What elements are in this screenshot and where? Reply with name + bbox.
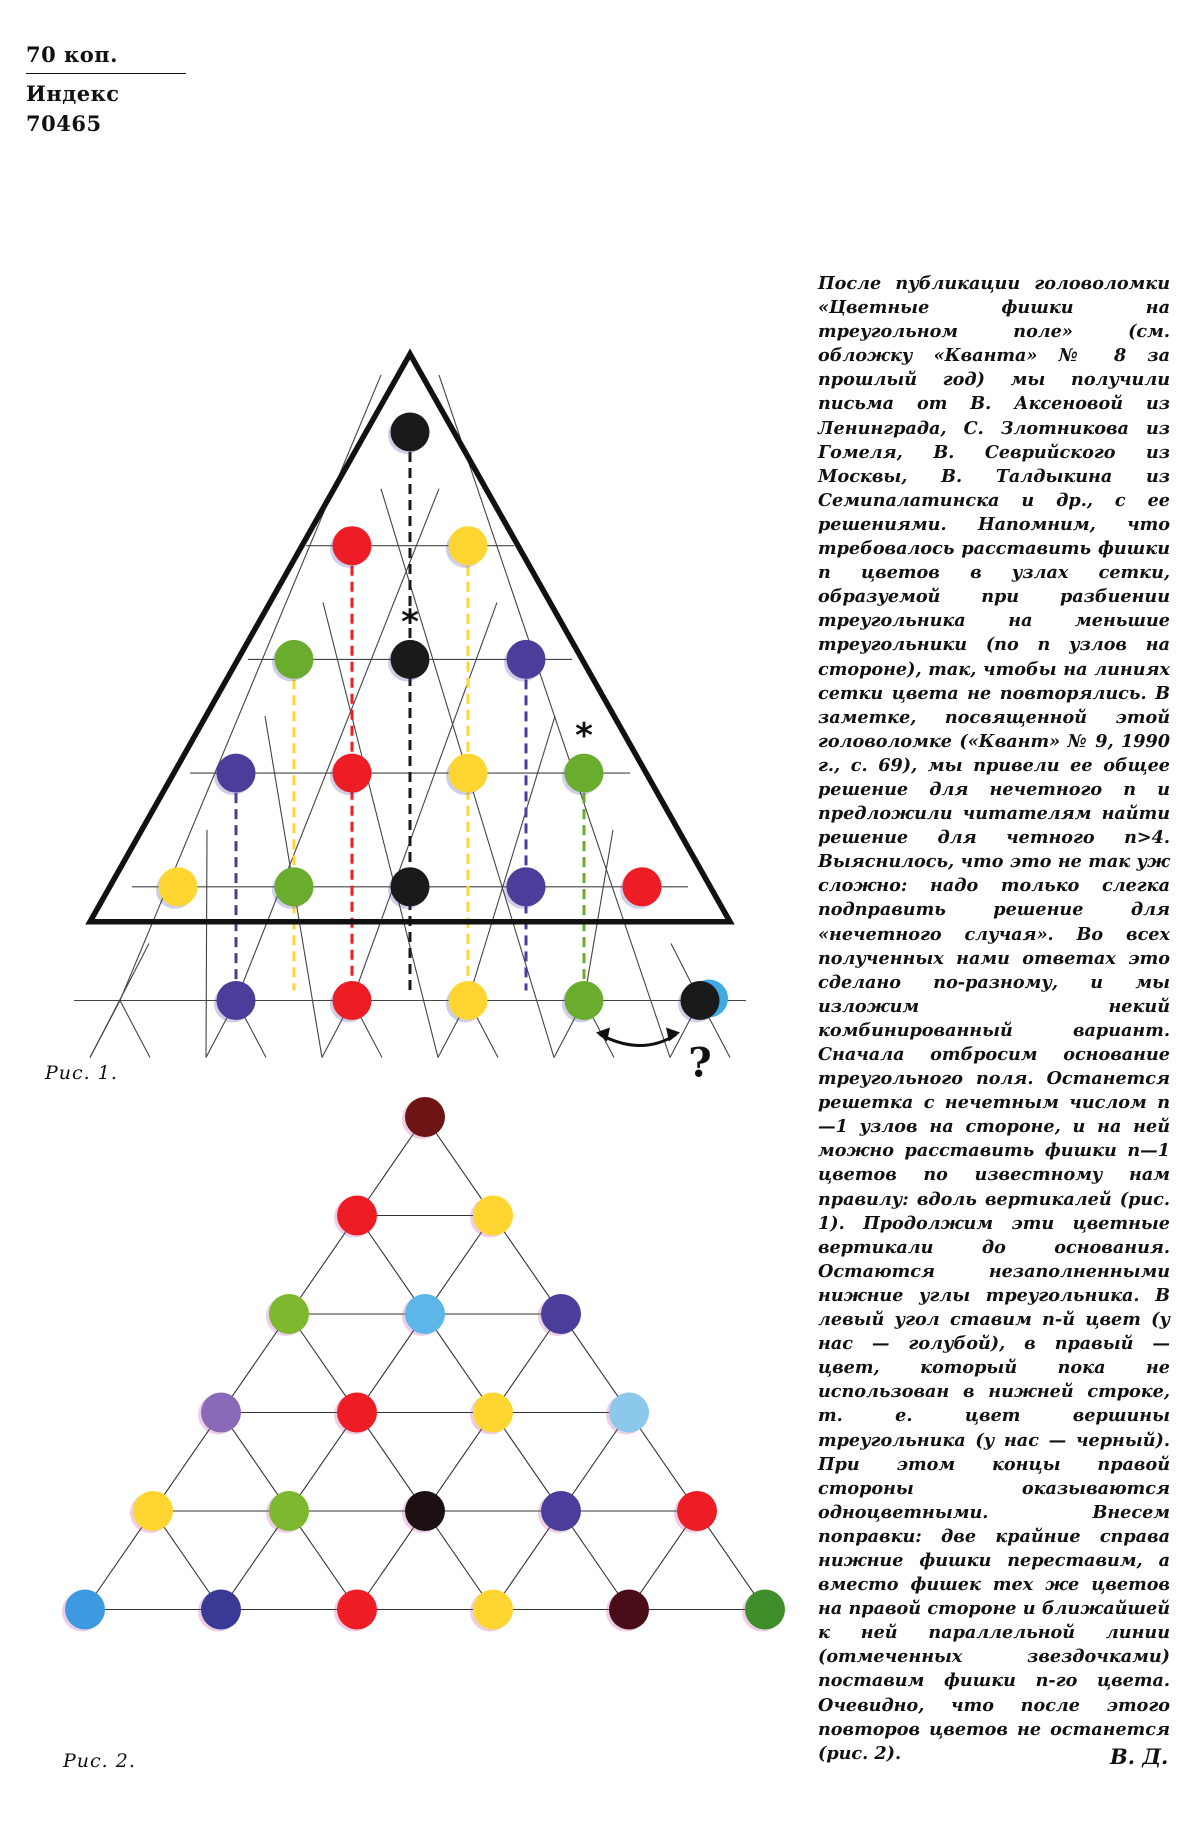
- chip-purple: [541, 1491, 581, 1531]
- chip-purple: [507, 867, 546, 906]
- grid-line: [206, 830, 207, 1058]
- grid-line: [120, 1001, 150, 1058]
- chip-yellow: [473, 1393, 513, 1433]
- chip-red: [337, 1196, 377, 1236]
- figure-2-caption: Рис. 2.: [63, 1750, 136, 1772]
- chip-green: [565, 754, 604, 793]
- swap-arrow-curve: [600, 1035, 676, 1046]
- chip-navy: [201, 1590, 241, 1630]
- chip-purple: [541, 1294, 581, 1334]
- grid-line: [584, 830, 613, 1001]
- chip-purple: [217, 981, 256, 1020]
- chip-black: [391, 413, 430, 452]
- star-mark: *: [401, 602, 419, 643]
- chip-maroon: [405, 1097, 445, 1137]
- chip-green: [275, 640, 314, 679]
- grid-line: [120, 375, 381, 1001]
- figure-2-grid-lines: [85, 1117, 765, 1610]
- chip-red: [333, 526, 372, 565]
- article-text: После публикации головоломки «Цветные фишки на треугольном поле» (см. обложку «Кванта» № 8 за прошлый год) мы получили письма от В. Аксеновой из Ленинграда, С. Злотникова из Гомеля, В. Севрийского из Москвы, В. Талдыкина из Семипалатинска и др., с ее решениями. Напомним, что требовалось расставить фишки n цветов в узлах сетки, образуемой при разбиении треугольника на меньшие треугольники (по n узлов на стороне), так, чтобы на линиях сетки цвета не повторялись. В заметке, посвященной этой головоломке («Квант» № 9, 1990 г., с. 69), мы привели ее общее решение для нечетного n и предложили читателям найти решение для четного n>4. Выяснилось, что это не так уж сложно: надо только слегка подправить решение для «нечетного случая». Во всех полученных нами ответах это сделано по-разному, и мы изложим некий комбинированный вариант. Сначала отбросим основание треугольного поля. Останется решетка с нечетным числом n—1 узлов на стороне, и на ней можно расставить фишки n—1 цветов по известному нам правилу: вдоль вертикалей (рис. 1). Продолжим эти цветные вертикали до основания. Остаются незаполненными нижние углы треугольника. В левый угол ставим n-й цвет (у нас — голубой), в правый — цвет, который пока не использован в нижней строке, т. е. цвет вершины треугольника (у нас — черный). При этом концы правой стороны оказываются одноцветными. Внесем поправки: две крайние справа нижние фишки переставим, а вместо фишек тех же цветов на правой стороне и ближайшей к ней параллельной линии (отмеченных звездочками) поставим фишки n-го цвета. Очевидно, что после этого повторов цветов не останется (рис. 2).: [818, 273, 1170, 1764]
- chip-black: [405, 1491, 445, 1531]
- chip-lightblue: [405, 1294, 445, 1334]
- chip-black: [391, 867, 430, 906]
- chip-yellow: [473, 1590, 513, 1630]
- chip-black: [681, 981, 720, 1020]
- figure-1-dashed-verticals: [236, 452, 584, 991]
- chip-yellow: [449, 981, 488, 1020]
- chip-yellow: [133, 1491, 173, 1531]
- chip-red: [337, 1590, 377, 1630]
- figure-1-caption: Рис. 1.: [45, 1062, 118, 1084]
- author-signature: В. Д.: [1110, 1744, 1169, 1769]
- grid-line: [85, 1117, 425, 1610]
- chip-red: [677, 1491, 717, 1531]
- grid-line: [90, 1001, 120, 1058]
- chip-blue: [65, 1590, 105, 1630]
- price-label: 70 коп.: [26, 42, 118, 67]
- chip-green: [565, 981, 604, 1020]
- index-label: Индекс 70465: [26, 81, 120, 136]
- chip-yellow: [449, 754, 488, 793]
- chip-yellow: [449, 526, 488, 565]
- grid-line: [425, 1117, 765, 1610]
- chip-purple: [507, 640, 546, 679]
- chip-red: [337, 1393, 377, 1433]
- chip-red: [623, 867, 662, 906]
- chip-black: [391, 640, 430, 679]
- chip-violet: [201, 1393, 241, 1433]
- chip-red: [333, 981, 372, 1020]
- question-mark: ?: [688, 1039, 712, 1087]
- chip-purple: [217, 754, 256, 793]
- star-mark: *: [575, 716, 593, 757]
- chip-green: [269, 1294, 309, 1334]
- chip-skyblue: [609, 1393, 649, 1433]
- chip-forest: [745, 1590, 785, 1630]
- chip-yellow: [473, 1196, 513, 1236]
- chip-red: [333, 754, 372, 793]
- chip-green: [269, 1491, 309, 1531]
- chip-yellow: [159, 867, 198, 906]
- swap-arrow-icon: [596, 1028, 680, 1046]
- figure-2-chips: [62, 1097, 785, 1632]
- figure-1-chips: [156, 413, 728, 1023]
- chip-darkred: [609, 1590, 649, 1630]
- chip-green: [275, 867, 314, 906]
- grid-line: [289, 1314, 493, 1610]
- grid-line: [357, 1314, 561, 1610]
